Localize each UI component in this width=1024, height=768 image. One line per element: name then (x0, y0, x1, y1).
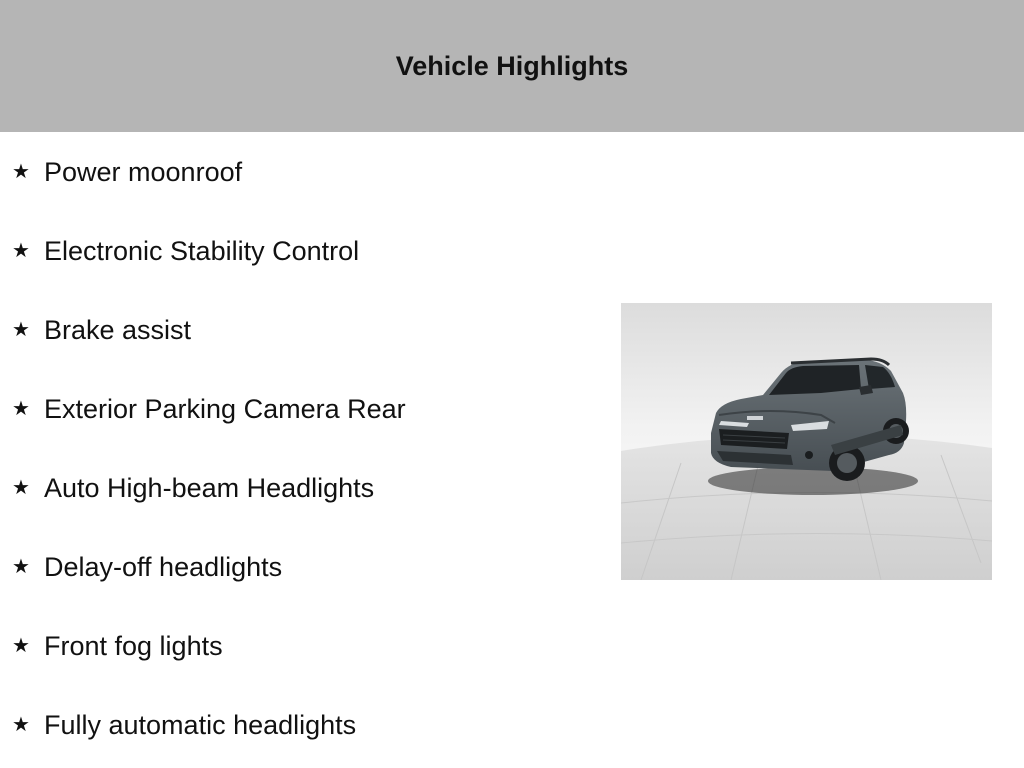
highlight-label: Auto High-beam Headlights (44, 473, 375, 503)
highlight-item (0, 626, 600, 666)
star-icon: ★ (12, 635, 30, 657)
highlight-item (0, 152, 600, 192)
highlight-label: Power moonroof (44, 157, 243, 187)
highlight-item (0, 310, 600, 350)
highlight-label: Front fog lights (44, 631, 223, 661)
star-icon: ★ (12, 477, 30, 499)
highlight-item (0, 705, 600, 745)
highlight-label: Exterior Parking Camera Rear (44, 394, 406, 424)
highlight-item (0, 231, 600, 271)
star-icon: ★ (12, 556, 30, 578)
star-icon: ★ (12, 714, 30, 736)
star-icon: ★ (12, 319, 30, 341)
page-header (0, 0, 1024, 132)
page-title: Vehicle Highlights (395, 50, 629, 81)
highlight-label: Fully automatic headlights (44, 710, 357, 740)
star-icon: ★ (12, 161, 30, 183)
vehicle-photo (621, 303, 992, 580)
star-icon: ★ (12, 240, 30, 262)
highlight-label: Delay-off headlights (44, 552, 283, 582)
highlight-label: Brake assist (44, 315, 192, 345)
highlight-item (0, 389, 600, 429)
highlight-item (0, 547, 600, 587)
highlight-item (0, 468, 600, 508)
star-icon: ★ (12, 398, 30, 420)
highlight-label: Electronic Stability Control (44, 236, 360, 266)
